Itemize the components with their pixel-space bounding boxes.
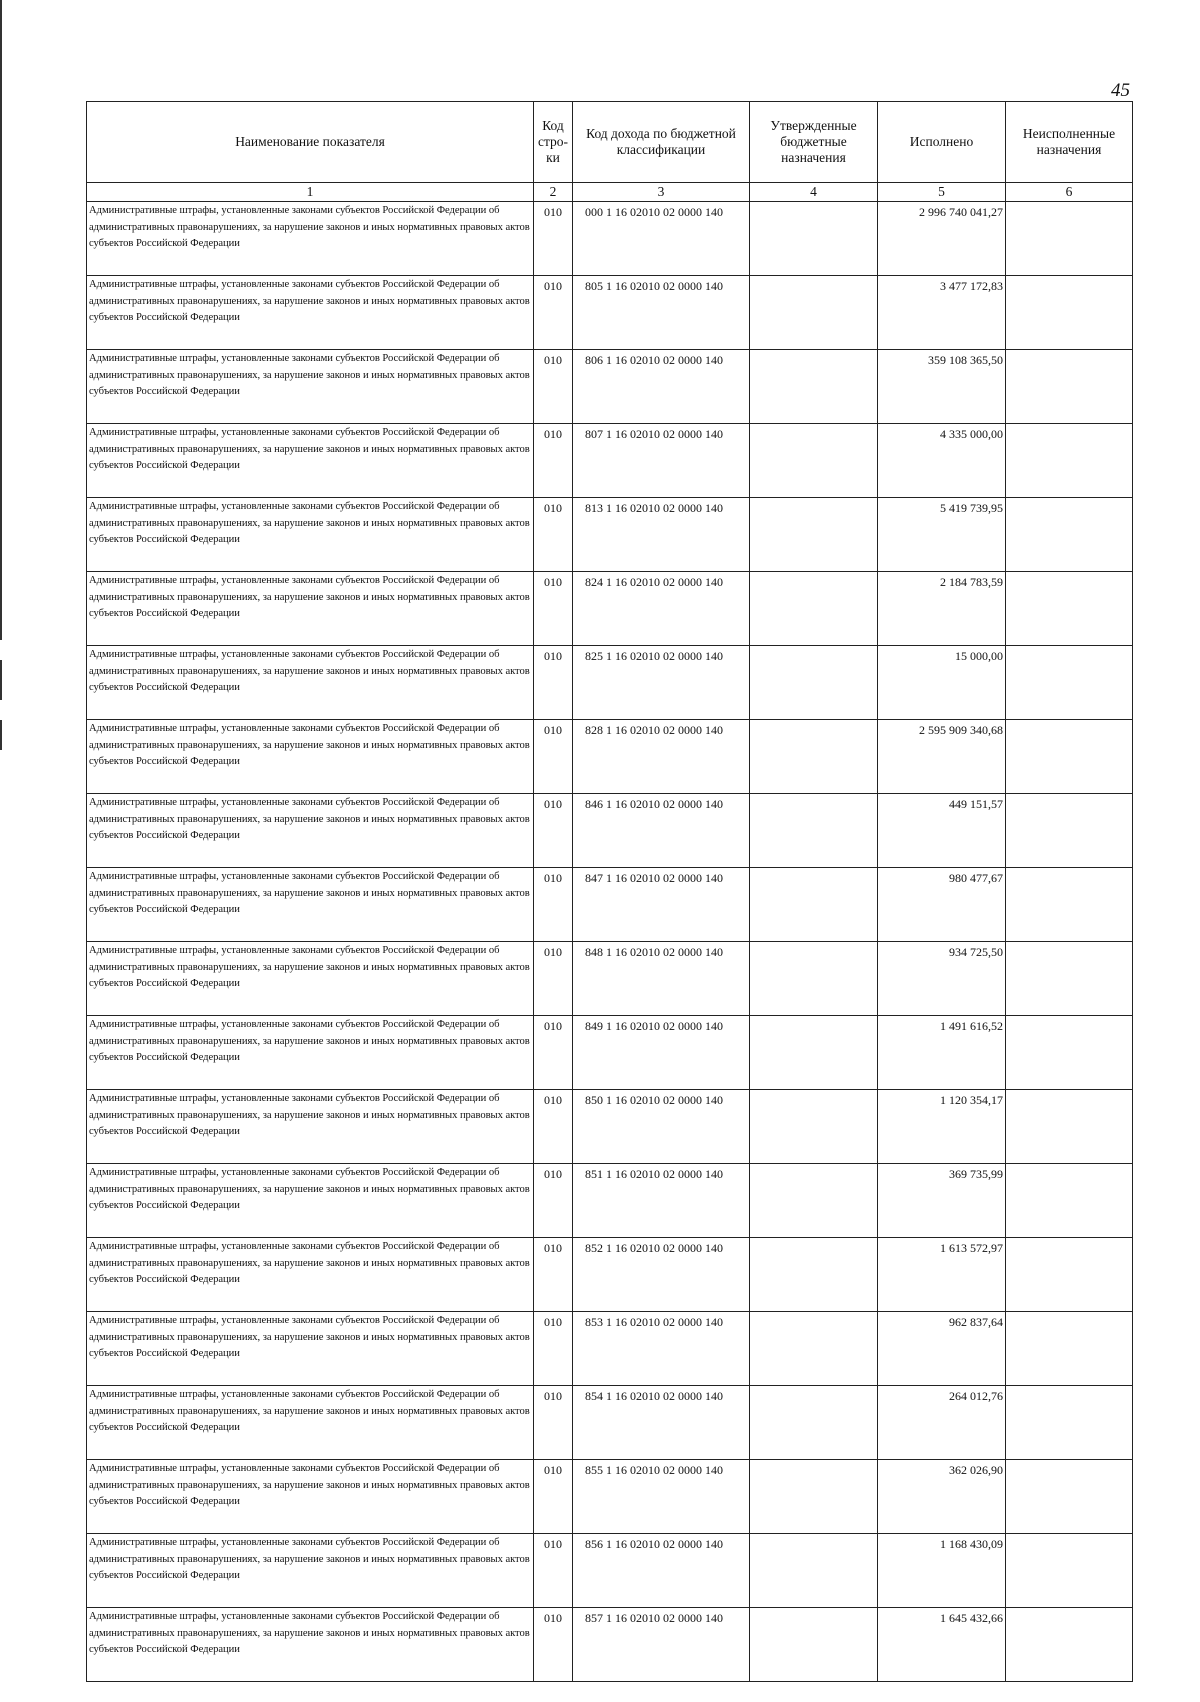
indicator-name-cell: Административные штрафы, установленные законами субъектов Российской Федерации об административных правонарушениях, за нарушение законов и иных нормативных правовых актов субъектов Российской Федерации [87, 646, 534, 720]
approved-cell [750, 572, 878, 646]
income-code-cell: 805 1 16 02010 02 0000 140 [573, 276, 750, 350]
table-row [87, 350, 1133, 424]
approved-cell [750, 1460, 878, 1534]
line-code-cell: 010 [534, 646, 573, 720]
scan-margin-mark [0, 720, 2, 750]
executed-cell: 1 613 572,97 [878, 1238, 1006, 1312]
line-code-cell: 010 [534, 572, 573, 646]
indicator-name-cell: Административные штрафы, установленные законами субъектов Российской Федерации об административных правонарушениях, за нарушение законов и иных нормативных правовых актов субъектов Российской Федерации [87, 1016, 534, 1090]
income-code-cell: 857 1 16 02010 02 0000 140 [573, 1608, 750, 1682]
approved-cell [750, 794, 878, 868]
header-line-code: Код стро-ки [534, 102, 573, 183]
executed-cell: 1 491 616,52 [878, 1016, 1006, 1090]
income-code-cell: 850 1 16 02010 02 0000 140 [573, 1090, 750, 1164]
executed-cell: 15 000,00 [878, 646, 1006, 720]
approved-cell [750, 1164, 878, 1238]
approved-cell [750, 1534, 878, 1608]
approved-cell [750, 1090, 878, 1164]
income-code-cell: 856 1 16 02010 02 0000 140 [573, 1534, 750, 1608]
executed-cell: 934 725,50 [878, 942, 1006, 1016]
line-code-cell: 010 [534, 1016, 573, 1090]
executed-cell: 2 184 783,59 [878, 572, 1006, 646]
executed-cell: 5 419 739,95 [878, 498, 1006, 572]
indicator-name-cell: Административные штрафы, установленные законами субъектов Российской Федерации об административных правонарушениях, за нарушение законов и иных нормативных правовых актов субъектов Российской Федерации [87, 1534, 534, 1608]
approved-cell [750, 720, 878, 794]
approved-cell [750, 498, 878, 572]
line-code-cell: 010 [534, 1164, 573, 1238]
unexecuted-cell [1006, 868, 1133, 942]
column-number: 6 [1006, 183, 1133, 202]
approved-cell [750, 1386, 878, 1460]
approved-cell [750, 276, 878, 350]
indicator-name-cell: Административные штрафы, установленные законами субъектов Российской Федерации об административных правонарушениях, за нарушение законов и иных нормативных правовых актов субъектов Российской Федерации [87, 868, 534, 942]
income-code-cell: 000 1 16 02010 02 0000 140 [573, 202, 750, 276]
unexecuted-cell [1006, 1164, 1133, 1238]
income-code-cell: 848 1 16 02010 02 0000 140 [573, 942, 750, 1016]
indicator-name-cell: Административные штрафы, установленные законами субъектов Российской Федерации об административных правонарушениях, за нарушение законов и иных нормативных правовых актов субъектов Российской Федерации [87, 1090, 534, 1164]
executed-cell: 362 026,90 [878, 1460, 1006, 1534]
unexecuted-cell [1006, 646, 1133, 720]
income-code-cell: 807 1 16 02010 02 0000 140 [573, 424, 750, 498]
indicator-name-cell: Административные штрафы, установленные законами субъектов Российской Федерации об административных правонарушениях, за нарушение законов и иных нормативных правовых актов субъектов Российской Федерации [87, 1386, 534, 1460]
executed-cell: 264 012,76 [878, 1386, 1006, 1460]
indicator-name-cell: Административные штрафы, установленные законами субъектов Российской Федерации об административных правонарушениях, за нарушение законов и иных нормативных правовых актов субъектов Российской Федерации [87, 350, 534, 424]
approved-cell [750, 350, 878, 424]
unexecuted-cell [1006, 1312, 1133, 1386]
indicator-name-cell: Административные штрафы, установленные законами субъектов Российской Федерации об административных правонарушениях, за нарушение законов и иных нормативных правовых актов субъектов Российской Федерации [87, 1460, 534, 1534]
table-row [87, 1090, 1133, 1164]
page-number: 45 [1111, 80, 1130, 101]
approved-cell [750, 1608, 878, 1682]
column-number: 3 [573, 183, 750, 202]
unexecuted-cell [1006, 942, 1133, 1016]
indicator-name-cell: Административные штрафы, установленные законами субъектов Российской Федерации об административных правонарушениях, за нарушение законов и иных нормативных правовых актов субъектов Российской Федерации [87, 572, 534, 646]
line-code-cell: 010 [534, 720, 573, 794]
executed-cell: 4 335 000,00 [878, 424, 1006, 498]
table-row [87, 868, 1133, 942]
line-code-cell: 010 [534, 942, 573, 1016]
approved-cell [750, 424, 878, 498]
line-code-cell: 010 [534, 350, 573, 424]
table-row [87, 1608, 1133, 1682]
table-row [87, 646, 1133, 720]
indicator-name-cell: Административные штрафы, установленные законами субъектов Российской Федерации об административных правонарушениях, за нарушение законов и иных нормативных правовых актов субъектов Российской Федерации [87, 720, 534, 794]
line-code-cell: 010 [534, 868, 573, 942]
scan-margin-mark [0, 660, 2, 700]
approved-cell [750, 868, 878, 942]
line-code-cell: 010 [534, 794, 573, 868]
unexecuted-cell [1006, 1016, 1133, 1090]
table-row [87, 276, 1133, 350]
approved-cell [750, 1016, 878, 1090]
executed-cell: 3 477 172,83 [878, 276, 1006, 350]
unexecuted-cell [1006, 572, 1133, 646]
line-code-cell: 010 [534, 1238, 573, 1312]
income-code-cell: 855 1 16 02010 02 0000 140 [573, 1460, 750, 1534]
unexecuted-cell [1006, 1386, 1133, 1460]
table-row [87, 942, 1133, 1016]
indicator-name-cell: Административные штрафы, установленные законами субъектов Российской Федерации об административных правонарушениях, за нарушение законов и иных нормативных правовых актов субъектов Российской Федерации [87, 1238, 534, 1312]
table-row [87, 498, 1133, 572]
approved-cell [750, 942, 878, 1016]
indicator-name-cell: Административные штрафы, установленные законами субъектов Российской Федерации об административных правонарушениях, за нарушение законов и иных нормативных правовых актов субъектов Российской Федерации [87, 498, 534, 572]
executed-cell: 449 151,57 [878, 794, 1006, 868]
line-code-cell: 010 [534, 1312, 573, 1386]
indicator-name-cell: Административные штрафы, установленные законами субъектов Российской Федерации об административных правонарушениях, за нарушение законов и иных нормативных правовых актов субъектов Российской Федерации [87, 276, 534, 350]
header-executed: Исполнено [878, 102, 1006, 183]
income-code-cell: 813 1 16 02010 02 0000 140 [573, 498, 750, 572]
unexecuted-cell [1006, 1090, 1133, 1164]
column-number: 2 [534, 183, 573, 202]
budget-execution-table [86, 101, 1133, 1682]
income-code-cell: 824 1 16 02010 02 0000 140 [573, 572, 750, 646]
unexecuted-cell [1006, 424, 1133, 498]
table-row [87, 1164, 1133, 1238]
table-row [87, 1460, 1133, 1534]
table-row [87, 1238, 1133, 1312]
table-row [87, 794, 1133, 868]
income-code-cell: 806 1 16 02010 02 0000 140 [573, 350, 750, 424]
approved-cell [750, 202, 878, 276]
income-code-cell: 849 1 16 02010 02 0000 140 [573, 1016, 750, 1090]
line-code-cell: 010 [534, 1534, 573, 1608]
unexecuted-cell [1006, 794, 1133, 868]
executed-cell: 962 837,64 [878, 1312, 1006, 1386]
indicator-name-cell: Административные штрафы, установленные законами субъектов Российской Федерации об административных правонарушениях, за нарушение законов и иных нормативных правовых актов субъектов Российской Федерации [87, 424, 534, 498]
line-code-cell: 010 [534, 1460, 573, 1534]
column-number: 4 [750, 183, 878, 202]
table-row [87, 1016, 1133, 1090]
unexecuted-cell [1006, 498, 1133, 572]
line-code-cell: 010 [534, 1090, 573, 1164]
income-code-cell: 852 1 16 02010 02 0000 140 [573, 1238, 750, 1312]
unexecuted-cell [1006, 276, 1133, 350]
indicator-name-cell: Административные штрафы, установленные законами субъектов Российской Федерации об административных правонарушениях, за нарушение законов и иных нормативных правовых актов субъектов Российской Федерации [87, 794, 534, 868]
income-code-cell: 854 1 16 02010 02 0000 140 [573, 1386, 750, 1460]
scan-margin-edge [0, 0, 2, 640]
unexecuted-cell [1006, 1460, 1133, 1534]
header-indicator-name: Наименование показателя [87, 102, 534, 183]
executed-cell: 2 595 909 340,68 [878, 720, 1006, 794]
unexecuted-cell [1006, 350, 1133, 424]
table-row [87, 424, 1133, 498]
executed-cell: 1 645 432,66 [878, 1608, 1006, 1682]
header-income-code: Код дохода по бюджетной классификации [573, 102, 750, 183]
table-row [87, 572, 1133, 646]
indicator-name-cell: Административные штрафы, установленные законами субъектов Российской Федерации об административных правонарушениях, за нарушение законов и иных нормативных правовых актов субъектов Российской Федерации [87, 1312, 534, 1386]
line-code-cell: 010 [534, 1608, 573, 1682]
income-code-cell: 846 1 16 02010 02 0000 140 [573, 794, 750, 868]
unexecuted-cell [1006, 1534, 1133, 1608]
indicator-name-cell: Административные штрафы, установленные законами субъектов Российской Федерации об административных правонарушениях, за нарушение законов и иных нормативных правовых актов субъектов Российской Федерации [87, 1164, 534, 1238]
income-code-cell: 847 1 16 02010 02 0000 140 [573, 868, 750, 942]
indicator-name-cell: Административные штрафы, установленные законами субъектов Российской Федерации об административных правонарушениях, за нарушение законов и иных нормативных правовых актов субъектов Российской Федерации [87, 942, 534, 1016]
header-approved: Утвержденные бюджетные назначения [750, 102, 878, 183]
indicator-name-cell: Административные штрафы, установленные законами субъектов Российской Федерации об административных правонарушениях, за нарушение законов и иных нормативных правовых актов субъектов Российской Федерации [87, 1608, 534, 1682]
line-code-cell: 010 [534, 276, 573, 350]
line-code-cell: 010 [534, 1386, 573, 1460]
unexecuted-cell [1006, 720, 1133, 794]
table-row [87, 1534, 1133, 1608]
table-row [87, 1312, 1133, 1386]
column-number: 1 [87, 183, 534, 202]
line-code-cell: 010 [534, 498, 573, 572]
column-numbering-row [87, 183, 1133, 202]
header-unexecuted: Неисполненные назначения [1006, 102, 1133, 183]
executed-cell: 980 477,67 [878, 868, 1006, 942]
executed-cell: 369 735,99 [878, 1164, 1006, 1238]
indicator-name-cell: Административные штрафы, установленные законами субъектов Российской Федерации об административных правонарушениях, за нарушение законов и иных нормативных правовых актов субъектов Российской Федерации [87, 202, 534, 276]
approved-cell [750, 1238, 878, 1312]
table-row [87, 720, 1133, 794]
executed-cell: 2 996 740 041,27 [878, 202, 1006, 276]
approved-cell [750, 646, 878, 720]
unexecuted-cell [1006, 1238, 1133, 1312]
line-code-cell: 010 [534, 424, 573, 498]
executed-cell: 1 168 430,09 [878, 1534, 1006, 1608]
executed-cell: 359 108 365,50 [878, 350, 1006, 424]
unexecuted-cell [1006, 1608, 1133, 1682]
income-code-cell: 825 1 16 02010 02 0000 140 [573, 646, 750, 720]
income-code-cell: 853 1 16 02010 02 0000 140 [573, 1312, 750, 1386]
income-code-cell: 851 1 16 02010 02 0000 140 [573, 1164, 750, 1238]
column-number: 5 [878, 183, 1006, 202]
line-code-cell: 010 [534, 202, 573, 276]
table-header-row [87, 102, 1133, 183]
income-code-cell: 828 1 16 02010 02 0000 140 [573, 720, 750, 794]
unexecuted-cell [1006, 202, 1133, 276]
table-row [87, 202, 1133, 276]
approved-cell [750, 1312, 878, 1386]
executed-cell: 1 120 354,17 [878, 1090, 1006, 1164]
table-row [87, 1386, 1133, 1460]
